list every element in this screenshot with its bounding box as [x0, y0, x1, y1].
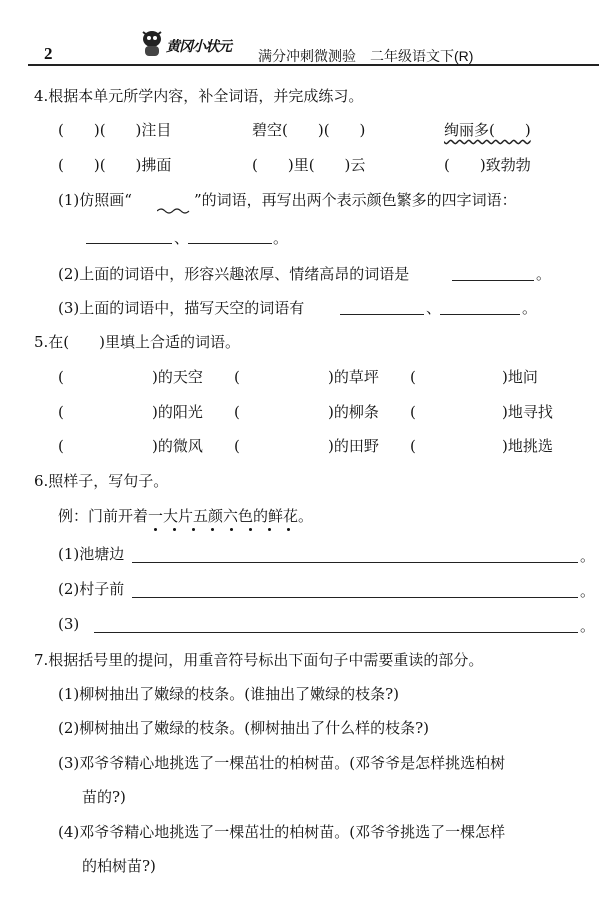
emphasis-dot	[230, 528, 233, 531]
phrase: )地挑选	[502, 437, 553, 455]
phrase: )的天空	[152, 368, 203, 386]
page-title: 满分冲刺微测验 二年级语文下(R)	[258, 48, 474, 64]
example-suffix: 鲜花。	[268, 507, 314, 525]
phrase: )的微风	[152, 437, 203, 455]
stress-item-4: (4)邓爷爷精心地挑选了一棵茁壮的柏树苗。(邓爷爷挑选了一棵怎样	[58, 823, 506, 841]
answer-line[interactable]	[452, 280, 534, 281]
stress-item-4-cont: 的柏树苗?)	[82, 857, 156, 875]
paren-open: (	[234, 368, 240, 386]
example-prefix: 例：门前开着	[58, 507, 149, 525]
phrase: )的柳条	[328, 403, 379, 421]
sentence-item-1: (1)池塘边	[58, 545, 125, 563]
paren-open: (	[410, 403, 416, 421]
brand-logo-text: 黄冈小状元	[166, 39, 231, 55]
emphasis-dot	[249, 528, 252, 531]
paren-open: (	[234, 437, 240, 455]
period: 。	[273, 229, 289, 247]
stress-item-1: (1)柳树抽出了嫩绿的枝条。(谁抽出了嫩绿的枝条?)	[58, 685, 399, 703]
emphasis-dot	[268, 528, 271, 531]
sentence-answer-line[interactable]	[132, 597, 578, 598]
sentence-item-3: (3)	[58, 615, 80, 633]
question-6-title: 6.照样子，写句子。	[34, 472, 169, 490]
header-divider	[28, 64, 599, 66]
q4-part2: (2)上面的词语中，形容兴趣浓厚、情绪高昂的词语是	[58, 265, 410, 283]
period: 。	[580, 547, 596, 565]
emphasis-dot	[192, 528, 195, 531]
phrase: )地问	[502, 368, 538, 386]
mascot-logo-icon	[138, 28, 166, 58]
word-fill-3-wavy: 绚丽多( )	[444, 121, 531, 139]
sentence-answer-line[interactable]	[94, 632, 578, 633]
q4-part1-b: ”的词语，再写出两个表示颜色繁多的四字词语：	[194, 191, 517, 209]
emphasis-dot	[287, 528, 290, 531]
stress-item-2: (2)柳树抽出了嫩绿的枝条。(柳树抽出了什么样的枝条?)	[58, 719, 429, 737]
question-7-title: 7.根据括号里的提问，用重音符号标出下面句子中需要重读的部分。	[34, 651, 484, 669]
word-fill-4: ( )( )拂面	[58, 156, 172, 174]
stress-item-3-cont: 苗的?)	[82, 788, 126, 806]
paren-open: (	[410, 437, 416, 455]
paren-open: (	[58, 437, 64, 455]
word-fill-5: ( )里( )云	[252, 156, 366, 174]
paren-open: (	[410, 368, 416, 386]
emphasis-dot	[154, 528, 157, 531]
period: 。	[522, 299, 538, 317]
q4-part3: (3)上面的词语中，描写天空的词语有	[58, 299, 305, 317]
question-4-title: 4.根据本单元所学内容，补全词语，并完成练习。	[34, 87, 364, 105]
wavy-sample-mark	[157, 200, 191, 208]
period: 。	[536, 265, 552, 283]
phrase: )的阳光	[152, 403, 203, 421]
word-fill-2: 碧空( )( )	[252, 121, 366, 139]
phrase: )的田野	[328, 437, 379, 455]
example-sentence	[58, 506, 313, 526]
sentence-item-2: (2)村子前	[58, 580, 125, 598]
example-dotted-phrase: 一大片五颜六色的	[148, 507, 269, 525]
answer-line[interactable]	[188, 243, 272, 244]
word-fill-1: ( )( )注目	[58, 121, 172, 139]
separator: 、	[426, 299, 442, 317]
phrase: )的草坪	[328, 368, 379, 386]
q4-part1-a: (1)仿照画“	[58, 191, 132, 209]
word-fill-6: ( )致勃勃	[444, 156, 531, 174]
emphasis-dot	[173, 528, 176, 531]
paren-open: (	[58, 368, 64, 386]
answer-line[interactable]	[440, 314, 520, 315]
paren-open: (	[234, 403, 240, 421]
stress-item-3: (3)邓爷爷精心地挑选了一棵茁壮的柏树苗。(邓爷爷是怎样挑选柏树	[58, 754, 506, 772]
answer-line[interactable]	[86, 243, 172, 244]
paren-open: (	[58, 403, 64, 421]
phrase: )地寻找	[502, 403, 553, 421]
period: 。	[580, 617, 596, 635]
emphasis-dot	[211, 528, 214, 531]
separator: 、	[174, 229, 190, 247]
period: 。	[580, 582, 596, 600]
sentence-answer-line[interactable]	[132, 562, 578, 563]
page-number: 2	[44, 44, 53, 63]
answer-line[interactable]	[340, 314, 424, 315]
question-5-title: 5.在( )里填上合适的词语。	[34, 333, 241, 351]
